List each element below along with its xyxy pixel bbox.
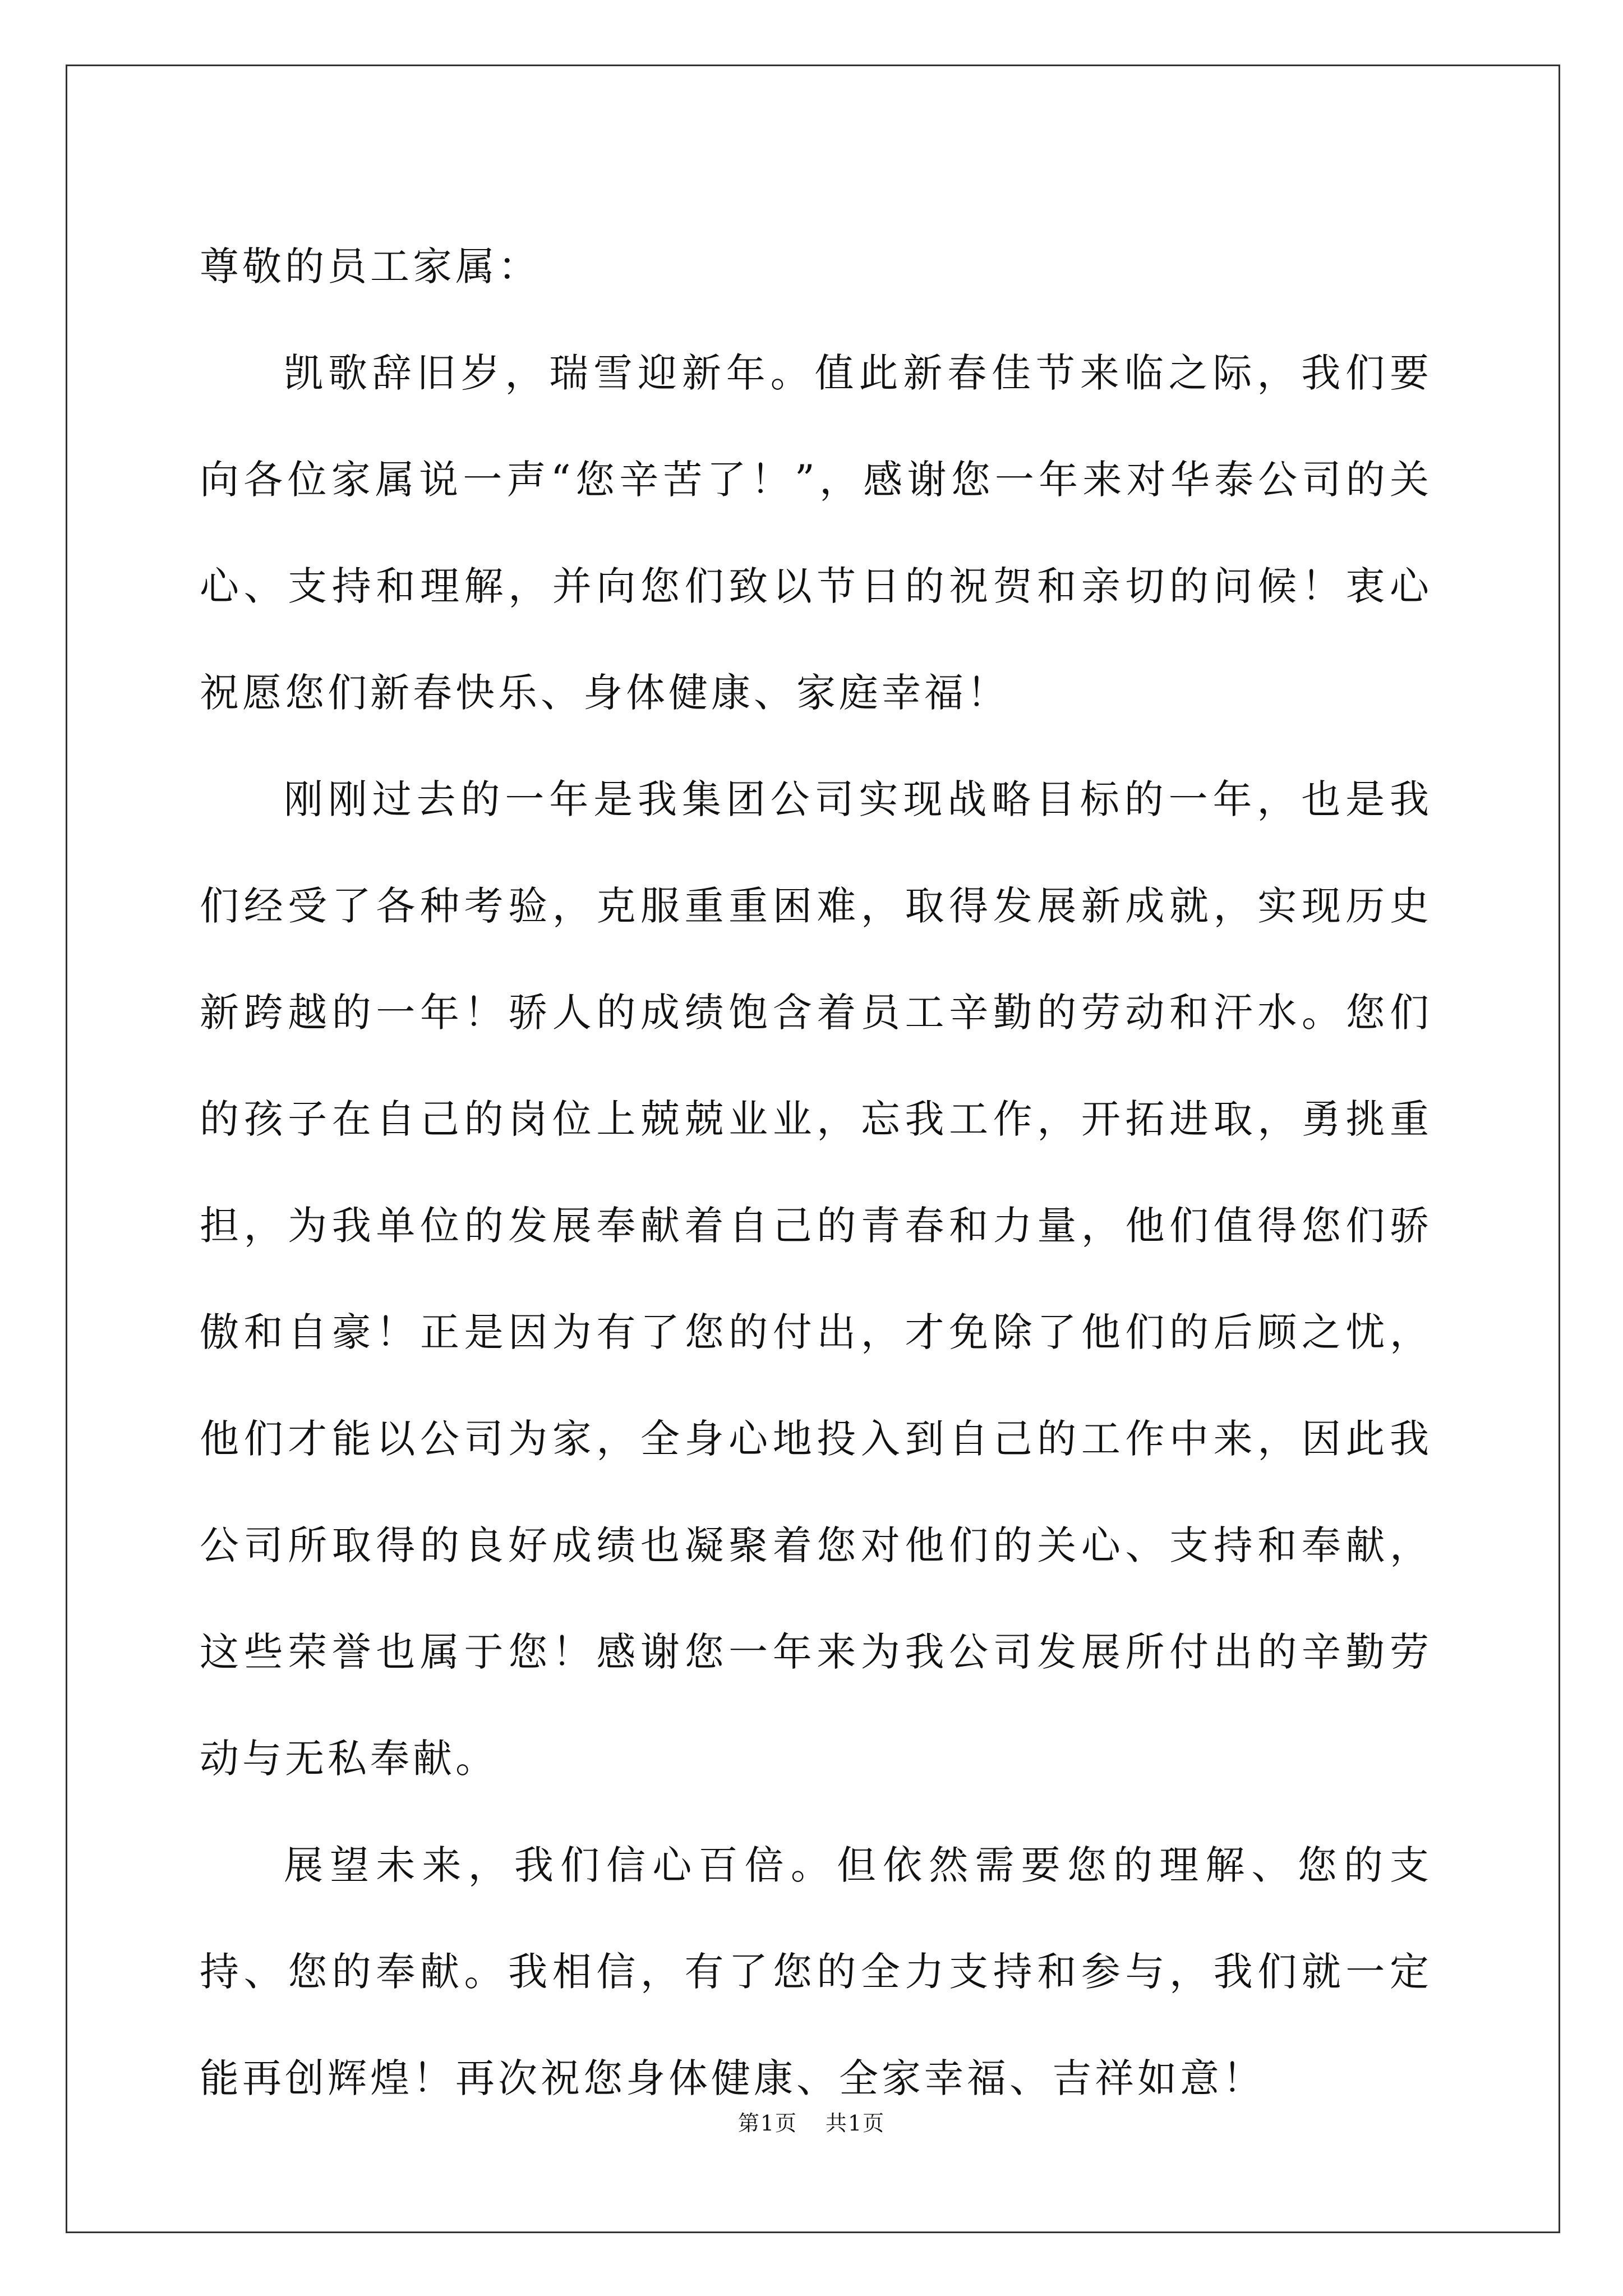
- paragraph-outlook: 展望未来，我们信心百倍。但依然需要您的理解、您的支持、您的奉献。我相信，有了您的全力支持和参与，我们就一定能再创辉煌！再次祝您身体健康、全家幸福、吉祥如意！: [200, 1842, 1432, 2101]
- page-total: 共1页: [826, 2111, 886, 2136]
- letter-body: [200, 213, 1432, 2132]
- page-number: 第1页: [737, 2111, 797, 2136]
- paragraph-year-review: 刚刚过去的一年是我集团公司实现战略目标的一年，也是我们经受了各种考验，克服重重困难，取得发展新成就，实现历史新跨越的一年！骄人的成绩饱含着员工辛勤的劳动和汗水。您们的孩子在自己的岗位上兢兢业业，忘我工作，开拓进取，勇挑重担，为我单位的发展奉献着自己的青春和力量，他们值得您们骄傲和自豪！正是因为有了您的付出，才免除了他们的后顾之忧，他们才能以公司为家，全身心地投入到自己的工作中来，因此我公司所取得的良好成绩也凝聚着您对他们的关心、支持和奉献，这些荣誉也属于您！感谢您一年来为我公司发展所付出的辛勤劳动与无私奉献。: [200, 776, 1432, 1782]
- paragraph-new-year-greetings: 凯歌辞旧岁，瑞雪迎新年。值此新春佳节来临之际，我们要向各位家属说一声“您辛苦了！”，感谢您一年来对华泰公司的关心、支持和理解，并向您们致以节日的祝贺和亲切的问候！衷心祝愿您们新春快乐、身体健康、家庭幸福！: [200, 350, 1432, 716]
- page-footer: [0, 2109, 1623, 2137]
- letter-greeting: 尊敬的员工家属：: [200, 243, 541, 289]
